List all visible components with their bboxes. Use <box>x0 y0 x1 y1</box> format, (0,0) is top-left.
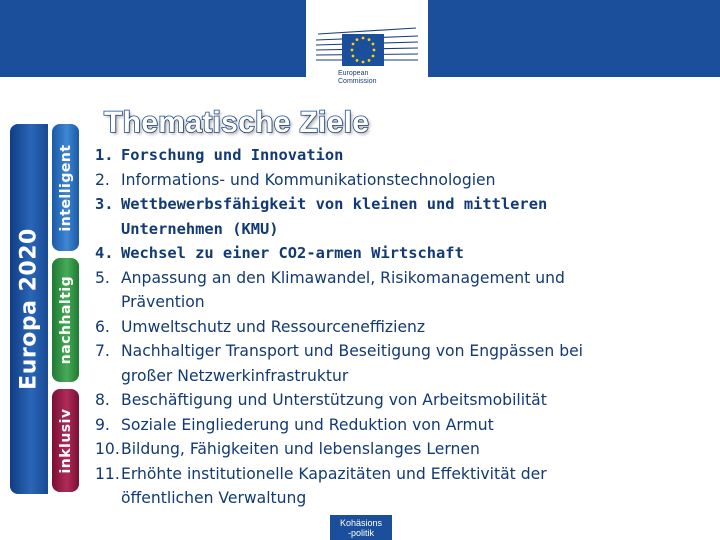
page-title: Thematische Ziele <box>104 106 370 139</box>
goal-text-continued: Unternehmen (KMU) <box>121 219 279 238</box>
goal-item <box>95 388 715 413</box>
goal-text-continued: Prävention <box>121 293 205 311</box>
goal-item <box>95 192 715 241</box>
goal-text: Soziale Eingliederung und Reduktion von Armut <box>121 415 494 434</box>
goal-number: 4. <box>95 244 114 262</box>
goal-number: 6. <box>95 317 110 336</box>
goal-number: 2. <box>95 170 110 189</box>
pill-label: nachhaltig <box>57 275 74 365</box>
goal-text: Bildung, Fähigkeiten und lebenslanges Lernen <box>121 440 480 458</box>
pill-label: intelligent <box>57 143 74 232</box>
goal-text: Nachhaltiger Transport und Beseitigung von Engpässen bei <box>121 342 584 360</box>
goal-text: Erhöhte institutionelle Kapazitäten und Effektivität der <box>121 464 547 483</box>
goal-text-continued: großer Netzwerkinfrastruktur <box>121 366 349 385</box>
pill-inklusiv <box>52 389 79 492</box>
eu-flag-building-icon <box>312 14 422 72</box>
goal-number: 5. <box>95 268 110 287</box>
thematic-goals-list <box>95 143 715 511</box>
goal-number: 9. <box>95 415 110 434</box>
goal-number: 1. <box>95 146 114 164</box>
badge-line-2: -politik <box>347 528 374 538</box>
goal-item <box>95 143 715 168</box>
goal-item <box>95 413 715 438</box>
goal-number: 8. <box>95 391 110 409</box>
goal-item <box>95 462 715 511</box>
goal-item <box>95 437 715 462</box>
goal-number: 3. <box>95 195 114 213</box>
logo-text <box>338 70 377 86</box>
goal-number: 7. <box>95 342 110 360</box>
badge-line-1: Kohäsions <box>339 518 383 528</box>
kohaesionspolitik-badge <box>330 515 392 540</box>
goal-text: Forschung und Innovation <box>121 146 344 164</box>
goal-item <box>95 241 715 266</box>
goal-text: Informations- und Kommunikationstechnologien <box>121 170 496 189</box>
header-bar <box>0 0 720 85</box>
goal-text: Wechsel zu einer CO2-armen Wirtschaft <box>121 244 464 262</box>
goal-text: Wettbewerbsfähigkeit von kleinen und mittleren <box>121 195 548 213</box>
goal-number: 11. <box>95 464 120 483</box>
pill-intelligent <box>52 124 79 251</box>
goal-text: Beschäftigung und Unterstützung von Arbeitsmobilität <box>121 391 547 409</box>
logo-line-2: Commission <box>338 78 377 85</box>
pill-label: inklusiv <box>57 407 74 474</box>
goal-text: Umweltschutz und Ressourceneffizienz <box>121 317 426 336</box>
logo-line-1: European <box>338 70 369 77</box>
goal-item <box>95 168 715 193</box>
goal-item <box>95 266 715 315</box>
goal-number: 10. <box>95 440 120 458</box>
pill-nachhaltig <box>52 258 79 382</box>
goal-item <box>95 339 715 388</box>
europa-2020-label: Europa 2020 <box>16 228 42 390</box>
goal-text: Anpassung an den Klimawandel, Risikomanagement und <box>121 268 565 287</box>
european-commission-logo <box>306 0 428 100</box>
goal-item <box>95 315 715 340</box>
goal-text-continued: öffentlichen Verwaltung <box>121 489 307 507</box>
